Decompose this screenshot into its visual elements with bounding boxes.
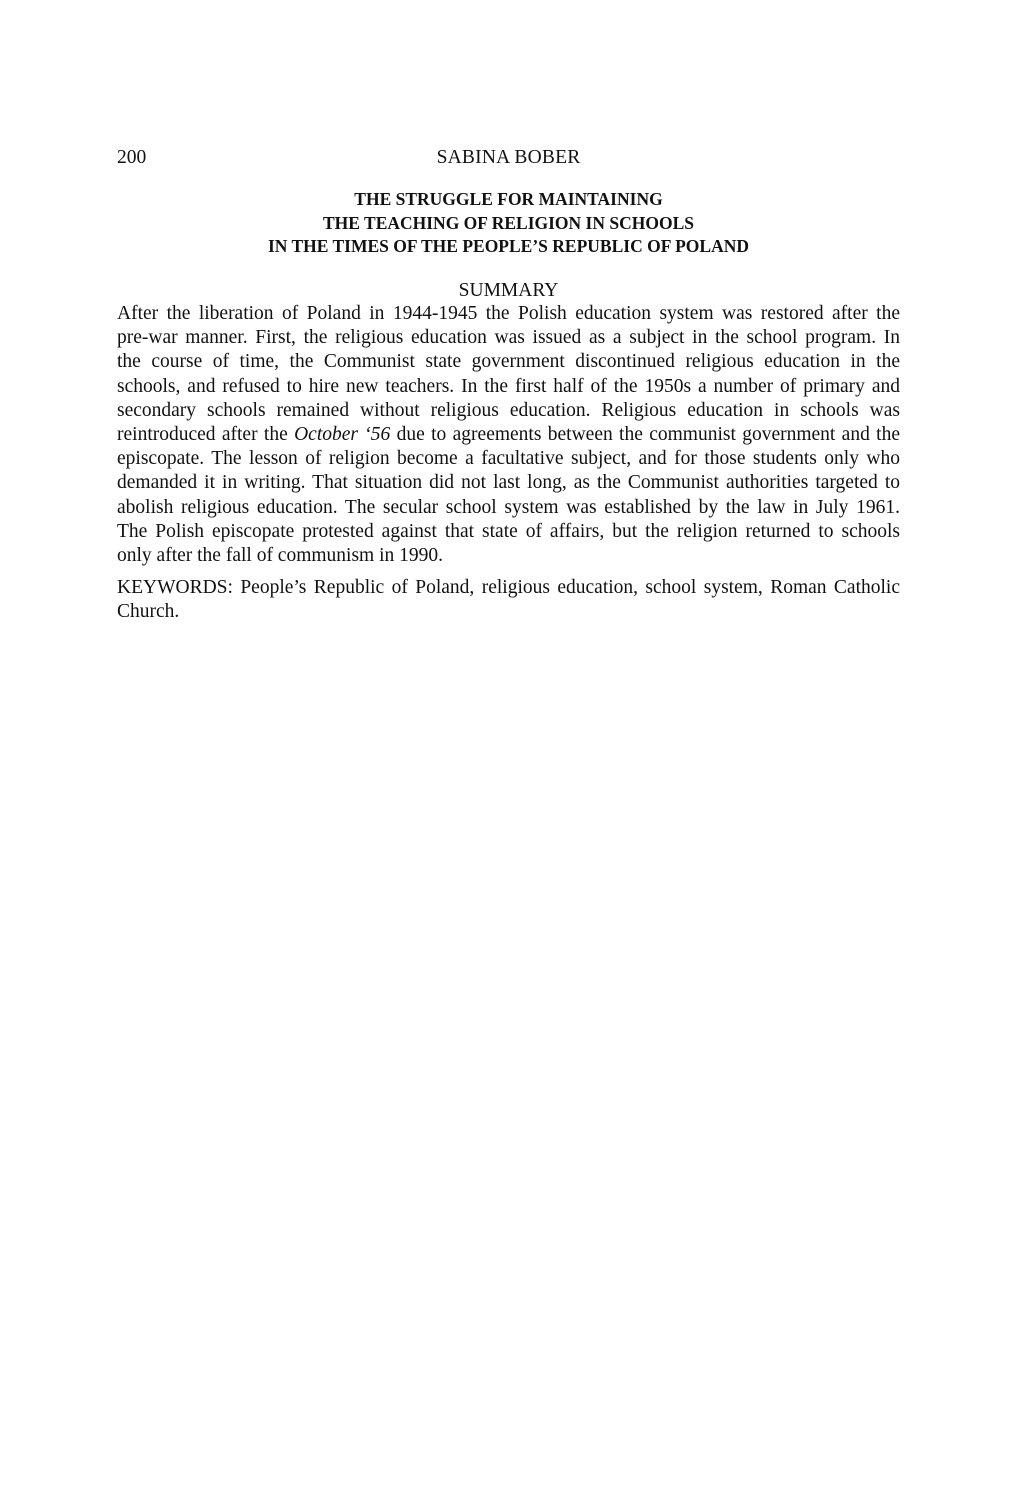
running-header [117,144,900,172]
article-title [117,188,900,259]
summary-line: abolish religious education. The secular school system was established by the law in July 1961. [117,496,900,518]
summary-line: the course of time, the Communist state government discontinued religious education in the [117,351,900,373]
summary-text: reintroduced after the [117,424,295,446]
title-line: THE STRUGGLE FOR MAINTAINING [354,189,663,209]
summary-line: The Polish episcopate protested against that state of affairs, but the religion returned to schools [117,520,900,542]
summary-line: pre-war manner. First, the religious education was issued as a subject in the school program. In [117,327,900,349]
keywords-line: KEYWORDS: People’s Republic of Poland, religious education, school system, Roman Catholic [117,577,900,598]
summary-line: schools, and refused to hire new teachers. In the first half of the 1950s a number of primary and [117,375,900,397]
summary-line: After the liberation of Poland in 1944-1945 the Polish education system was restored after the [117,303,900,324]
running-author: SABINA BOBER [436,147,581,168]
summary-paragraph [117,302,900,568]
summary-line: demanded it in writing. That situation did not last long, as the Communist authorities targeted to [117,472,900,494]
summary-heading: SUMMARY [458,280,559,301]
summary-line: only after the fall of communism in 1990. [117,545,444,567]
summary-line: secondary schools remained without religious education. Religious education in schools was [117,399,900,421]
page-number: 200 [117,147,147,168]
italic-term: October ‘56 [294,424,391,446]
summary-text: due to agreements between the communist government and the [390,424,900,446]
keywords-line: Church. [117,601,180,623]
title-line: THE TEACHING OF RELIGION IN SCHOOLS [323,212,694,233]
summary-line [117,423,900,447]
summary-line: episcopate. The lesson of religion become a facultative subject, and for those students only who [117,448,900,470]
title-line: IN THE TIMES OF THE PEOPLE’S REPUBLIC OF POLAND [267,236,749,256]
keywords-paragraph [117,576,900,624]
